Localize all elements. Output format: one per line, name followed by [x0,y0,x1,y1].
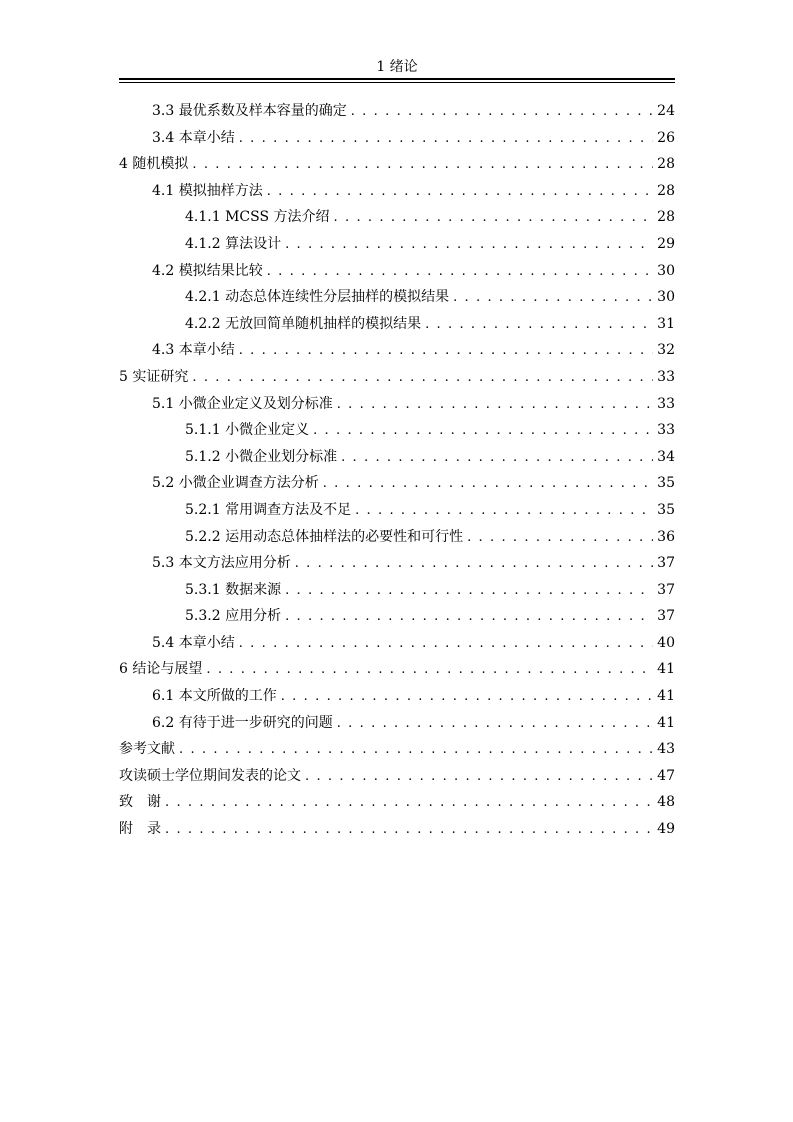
toc-dot-leader [351,99,653,126]
toc-entry[interactable] [119,98,675,125]
toc-entry-label: 4.1.2 算法设计 [185,235,282,252]
toc-entry-label: 5.1.1 小微企业定义 [185,422,310,439]
toc-entry-label: 5.3.2 应用分析 [185,608,282,625]
toc-entry-page-number: 40 [657,634,675,651]
toc-entry[interactable] [119,204,675,231]
toc-dot-leader [179,737,653,764]
toc-entry-page-number: 41 [657,714,675,731]
toc-entry-label: 4.1 模拟抽样方法 [152,182,263,199]
toc-dot-leader [341,445,653,472]
toc-dot-leader [165,790,653,817]
toc-entry-page-number: 30 [657,289,675,306]
toc-entry[interactable] [119,524,675,551]
toc-entry[interactable] [119,391,675,418]
toc-dot-leader [337,392,653,419]
toc-dot-leader [165,817,653,844]
toc-entry-label: 5.4 本章小结 [152,634,235,651]
toc-entry[interactable] [119,789,675,816]
toc-entry[interactable] [119,683,675,710]
toc-dot-leader [323,471,653,498]
toc-dot-leader [239,631,653,658]
toc-entry-page-number: 37 [657,555,675,572]
toc-entry[interactable] [119,603,675,630]
toc-entry-label: 4.2 模拟结果比较 [152,262,263,279]
toc-entry-label: 4.3 本章小结 [152,342,235,359]
toc-entry-page-number: 28 [657,182,675,199]
toc-entry-label: 5.2.2 运用动态总体抽样法的必要性和可行性 [185,528,464,545]
toc-entry[interactable] [119,497,675,524]
toc-entry-page-number: 33 [657,422,675,439]
toc-entry[interactable] [119,337,675,364]
toc-entry-page-number: 41 [657,661,675,678]
toc-entry-label: 5.2 小微企业调查方法分析 [152,475,319,492]
toc-entry-page-number: 47 [657,767,675,784]
toc-dot-leader [267,179,653,206]
toc-dot-leader [281,684,653,711]
toc-dot-leader [355,498,653,525]
toc-entry[interactable] [119,630,675,657]
toc-dot-leader [239,126,653,153]
toc-entry[interactable] [119,284,675,311]
toc-entry-page-number: 24 [657,103,675,119]
toc-dot-leader [305,764,653,791]
header-rule-thick [119,78,675,80]
toc-entry-page-number: 30 [657,262,675,279]
toc-entry-label: 5.3 本文方法应用分析 [152,555,291,572]
toc-entry-label: 5.2.1 常用调查方法及不足 [185,501,352,518]
toc-entry-label: 4 随机模拟 [119,156,189,173]
toc-entry-page-number: 35 [657,501,675,518]
toc-entry-page-number: 37 [657,608,675,625]
toc-dot-leader [285,604,653,631]
toc-entry-page-number: 28 [657,209,675,226]
table-of-contents [119,98,675,843]
toc-entry-label: 4.2.1 动态总体连续性分层抽样的模拟结果 [185,289,450,306]
toc-entry[interactable] [119,231,675,258]
toc-entry-page-number: 34 [657,448,675,465]
toc-entry-page-number: 33 [657,368,675,385]
toc-entry-page-number: 37 [657,581,675,598]
running-header-title: 1 绪论 [376,59,418,75]
toc-dot-leader [453,285,653,312]
toc-entry[interactable] [119,710,675,737]
toc-dot-leader [337,711,653,738]
toc-dot-leader [313,418,653,445]
page-header [119,58,675,83]
toc-dot-leader [425,312,653,339]
toc-entry[interactable] [119,550,675,577]
toc-entry-page-number: 33 [657,395,675,412]
toc-entry-label: 6.2 有待于进一步研究的问题 [152,714,333,731]
toc-entry[interactable] [119,763,675,790]
toc-dot-leader [192,152,653,179]
header-rule-thin [119,82,675,83]
toc-entry-label: 3.4 本章小结 [152,129,235,146]
toc-dot-leader [285,578,653,605]
toc-entry[interactable] [119,417,675,444]
toc-entry-page-number: 28 [657,156,675,173]
toc-entry-label: 3.3 最优系数及样本容量的确定 [152,103,347,119]
toc-entry-label: 5.1.2 小微企业划分标准 [185,448,338,465]
toc-entry[interactable] [119,577,675,604]
toc-entry-label: 4.2.2 无放回简单随机抽样的模拟结果 [185,315,422,332]
toc-entry-label: 5.3.1 数据来源 [185,581,282,598]
toc-entry-label: 5 实证研究 [119,368,189,385]
toc-entry-label: 4.1.1 MCSS 方法介绍 [185,209,330,226]
toc-dot-leader [267,259,653,286]
toc-entry-label: 攻读硕士学位期间发表的论文 [119,767,301,784]
toc-entry-page-number: 31 [657,315,675,332]
toc-entry[interactable] [119,258,675,285]
toc-entry-page-number: 43 [657,741,675,758]
toc-entry[interactable] [119,444,675,471]
toc-entry-page-number: 35 [657,475,675,492]
toc-entry[interactable] [119,470,675,497]
toc-dot-leader [206,657,653,684]
toc-entry[interactable] [119,656,675,683]
toc-entry[interactable] [119,311,675,338]
toc-entry-label: 6.1 本文所做的工作 [152,688,277,705]
toc-entry[interactable] [119,736,675,763]
toc-entry-page-number: 29 [657,235,675,252]
toc-dot-leader [334,205,653,232]
toc-entry-label: 附 录 [119,821,161,838]
toc-entry[interactable] [119,151,675,178]
toc-entry-page-number: 49 [657,821,675,838]
toc-entry[interactable] [119,364,675,391]
toc-entry-page-number: 26 [657,129,675,146]
toc-entry-label: 参考文献 [119,741,175,758]
toc-entry-page-number: 48 [657,794,675,811]
toc-dot-leader [239,338,653,365]
toc-entry-page-number: 32 [657,342,675,359]
toc-dot-leader [295,551,653,578]
toc-entry-page-number: 36 [657,528,675,545]
toc-entry-label: 5.1 小微企业定义及划分标准 [152,395,333,412]
toc-entry-page-number: 41 [657,688,675,705]
toc-dot-leader [192,365,653,392]
toc-dot-leader [285,232,653,259]
toc-entry[interactable] [119,816,675,843]
toc-entry[interactable] [119,178,675,205]
toc-dot-leader [467,525,653,552]
toc-entry-label: 致 谢 [119,794,161,811]
toc-entry[interactable] [119,125,675,152]
toc-entry-label: 6 结论与展望 [119,661,203,678]
